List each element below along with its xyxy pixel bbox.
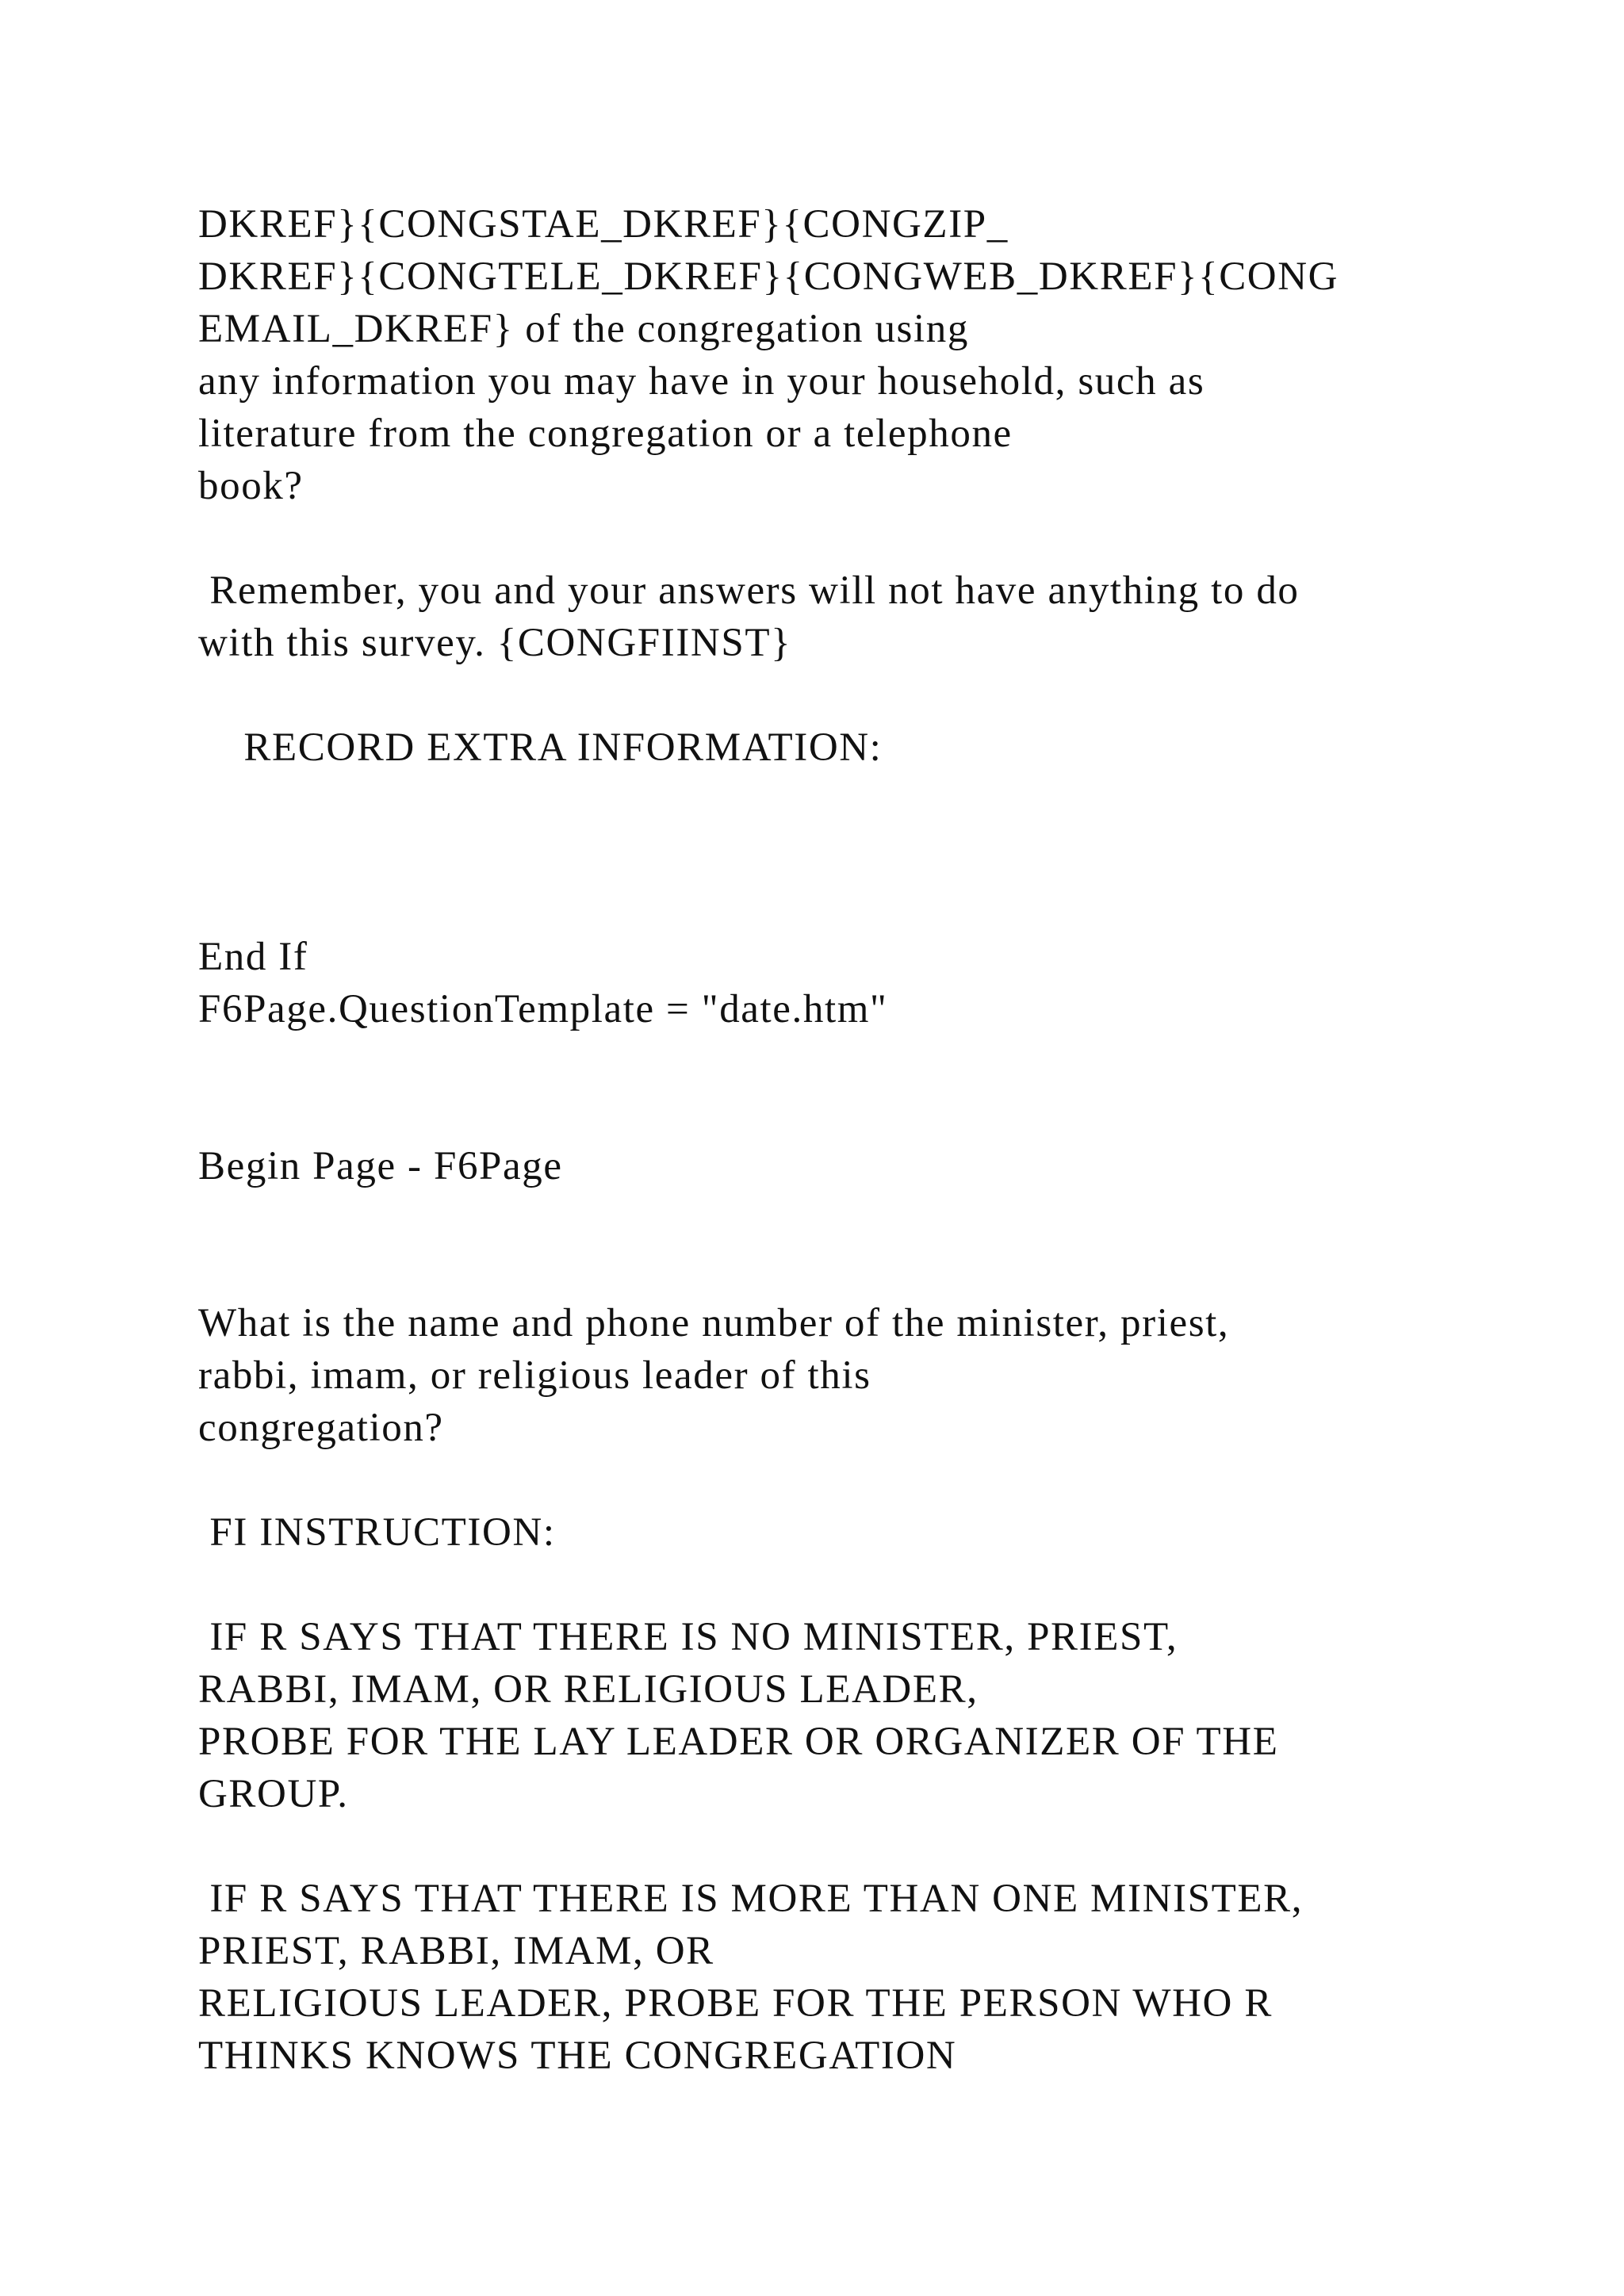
text-line: RECORD EXTRA INFORMATION:: [198, 725, 883, 770]
text-line: with this survey. {CONGFIINST}: [198, 621, 792, 665]
text-line: DKREF}{CONGTELE_DKREF}{CONGWEB_DKREF}{CONG: [198, 254, 1339, 299]
text-line: book?: [198, 464, 304, 508]
text-line: What is the name and phone number of the minister, priest,: [198, 1301, 1230, 1345]
text-line: PROBE FOR THE LAY LEADER OR ORGANIZER OF THE: [198, 1720, 1279, 1764]
text-line: FI INSTRUCTION:: [198, 1510, 556, 1555]
document-page: [198, 0, 1578, 2296]
text-line: Remember, you and your answers will not have anything to do: [198, 568, 1300, 613]
text-line: PRIEST, RABBI, IMAM, OR: [198, 1929, 714, 1973]
text-line: THINKS KNOWS THE CONGREGATION: [198, 2034, 957, 2078]
text-line: congregation?: [198, 1406, 444, 1450]
text-line: Begin Page - F6Page: [198, 1144, 563, 1188]
text-line: GROUP.: [198, 1772, 349, 1816]
text-line: F6Page.QuestionTemplate = "date.htm": [198, 987, 888, 1031]
text-line: IF R SAYS THAT THERE IS NO MINISTER, PRIEST,: [198, 1615, 1178, 1659]
text-line: RELIGIOUS LEADER, PROBE FOR THE PERSON WHO R: [198, 1981, 1273, 2026]
text-line: any information you may have in your household, such as: [198, 359, 1205, 404]
text-line: EMAIL_DKREF} of the congregation using: [198, 307, 969, 351]
text-line: rabbi, imam, or religious leader of this: [198, 1353, 871, 1398]
text-line: IF R SAYS THAT THERE IS MORE THAN ONE MINISTER,: [198, 1877, 1304, 1921]
text-line: End If: [198, 935, 308, 979]
text-line: DKREF}{CONGSTAE_DKREF}{CONGZIP_: [198, 202, 1009, 247]
text-line: literature from the congregation or a telephone: [198, 411, 1013, 456]
text-line: RABBI, IMAM, OR RELIGIOUS LEADER,: [198, 1667, 979, 1712]
